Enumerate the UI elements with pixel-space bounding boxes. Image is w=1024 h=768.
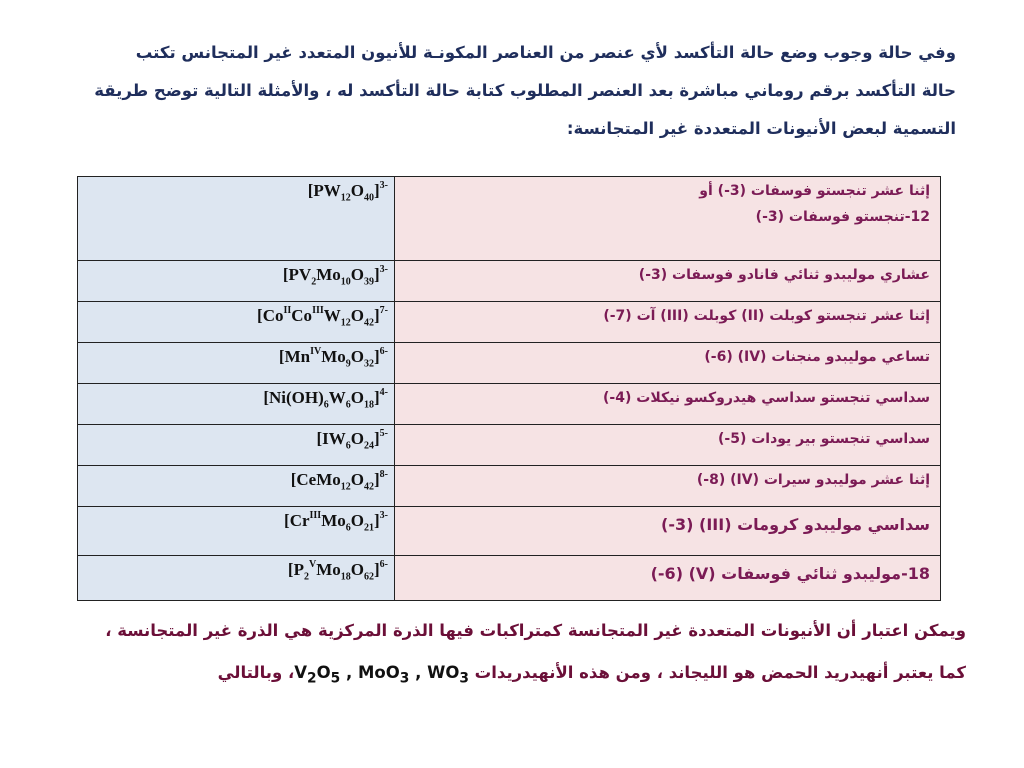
intro-paragraph (66, 34, 956, 148)
formula-subscript: 39 (363, 276, 374, 288)
formula-superscript: 3- (379, 180, 388, 192)
formula-cell (78, 384, 395, 425)
formula-subscript: 2 (307, 670, 317, 687)
name-cell (395, 556, 941, 601)
formula-text: Mo (321, 347, 346, 366)
anion-name: إثنا عشر تنجستو فوسفات (3-) أو (699, 183, 930, 199)
formula-superscript: III (309, 510, 322, 522)
formula-text: W (323, 306, 341, 325)
formula-subscript: 18 (363, 399, 374, 411)
formula-text: ] (373, 181, 380, 200)
formula-text: O (316, 663, 331, 682)
formula-text: [PW (307, 181, 341, 200)
anion-name: سداسي تنجستو بير يودات (5-) (717, 431, 930, 447)
formula-superscript: V (308, 559, 317, 571)
formula-cell (78, 261, 395, 302)
formula-subscript: 24 (363, 440, 374, 452)
formula-text: ] (373, 470, 380, 489)
name-cell (395, 507, 941, 556)
table-row (78, 556, 941, 601)
formula-subscript: 5 (330, 670, 341, 687)
formula-text: ] (373, 306, 380, 325)
formula-text: O (350, 306, 364, 325)
name-cell (395, 302, 941, 343)
formula-cell (78, 425, 395, 466)
formula-text: O (350, 560, 364, 579)
formula-superscript: II (283, 305, 292, 317)
formula-text: , WO (409, 663, 460, 682)
formula-superscript: 3- (379, 510, 388, 522)
oxide-formulas (294, 663, 469, 687)
formula-text: O (350, 470, 364, 489)
table-row (78, 384, 941, 425)
anion-name: سداسي تنجستو سداسي هيدروكسو نيكلات (4-) (603, 390, 930, 406)
formula-text: O (350, 388, 364, 407)
intro-line-1: وفي حالة وجوب وضع حالة التأكسد لأي عنصر من العناصر المكونـة للأنيون المتعدد غير المتجانس تكتب (135, 43, 956, 62)
formula-text: O (350, 429, 364, 448)
formula-text: ] (373, 560, 380, 579)
intro-line-3: التسمية لبعض الأنيونات المتعددة غير المتجانسة: (566, 119, 956, 138)
formula-cell (78, 302, 395, 343)
anion-name: سداسي موليبدو كرومات (III) (3-) (661, 515, 930, 534)
formula-subscript: 6 (345, 522, 351, 534)
formula-subscript: 9 (345, 358, 351, 370)
outro-line-2-end: ، وبالتالي (217, 663, 295, 682)
intro-line-2: حالة التأكسد برقم روماني مباشرة بعد العنصر المطلوب كتابة حالة التأكسد له ، والأمثلة التالية توضح طريقة (94, 81, 956, 100)
formula-subscript: 6 (323, 399, 329, 411)
formula-subscript: 42 (363, 481, 374, 493)
formula-text: [Cr (284, 511, 310, 530)
anion-name: تساعي موليبدو منجنات (IV) (6-) (704, 349, 930, 365)
formula-subscript: 62 (363, 571, 374, 583)
formula-text: O (350, 181, 364, 200)
formula-subscript: 2 (311, 276, 317, 288)
formula-subscript: 32 (363, 358, 374, 370)
formula-text: Mo (321, 511, 346, 530)
formula-superscript: 5- (379, 428, 388, 440)
formula-subscript: 3 (399, 670, 410, 687)
formula-subscript: 3 (459, 670, 469, 687)
formula-superscript: III (312, 305, 324, 317)
formula-subscript: 12 (340, 192, 351, 204)
formula-text: , MoO (340, 663, 400, 682)
formula-subscript: 12 (340, 481, 351, 493)
formula-subscript: 10 (340, 276, 351, 288)
formula-text: Mo (316, 265, 341, 284)
formula-superscript: 3- (379, 264, 388, 276)
formula-text: [P (287, 560, 304, 579)
table-row (78, 302, 941, 343)
formula-text: W (328, 388, 346, 407)
table-row (78, 343, 941, 384)
formula-subscript: 42 (363, 317, 374, 329)
formula-superscript: 8- (379, 469, 388, 481)
formula-text: Co (291, 306, 313, 325)
table-row (78, 261, 941, 302)
formula-cell (78, 507, 395, 556)
formula-text: ] (373, 388, 380, 407)
name-cell (395, 384, 941, 425)
anion-naming-table (77, 176, 941, 601)
formula-text: ] (373, 429, 380, 448)
formula-cell (78, 343, 395, 384)
formula-subscript: 6 (345, 440, 351, 452)
anion-name: عشاري موليبدو ثنائي فانادو فوسفات (3-) (638, 267, 930, 283)
table-row (78, 466, 941, 507)
formula-superscript: 4- (379, 387, 388, 399)
formula-superscript: 6- (379, 559, 388, 571)
name-cell (395, 466, 941, 507)
formula-text: ] (373, 265, 380, 284)
formula-cell (78, 466, 395, 507)
table-row (78, 507, 941, 556)
formula-text: O (350, 347, 364, 366)
anion-name: 18-موليبدو ثنائي فوسفات (V) (6-) (650, 564, 930, 583)
anion-name: إثنا عشر موليبدو سيرات (IV) (8-) (696, 472, 930, 488)
formula-text: [PV (282, 265, 312, 284)
formula-subscript: 2 (303, 571, 309, 583)
closing-paragraph (60, 610, 966, 699)
formula-text: [CeMo (290, 470, 341, 489)
table-row (78, 177, 941, 261)
formula-text: ] (373, 511, 380, 530)
formula-cell (78, 177, 395, 261)
anion-name: إثنا عشر تنجستو كوبلت (II) كوبلت (III) آت (7-) (603, 308, 930, 324)
formula-subscript: 6 (345, 399, 351, 411)
formula-superscript: IV (310, 346, 322, 358)
formula-text: O (350, 265, 364, 284)
formula-text: [Co (257, 306, 284, 325)
name-cell (395, 343, 941, 384)
formula-text: [IW (316, 429, 346, 448)
formula-superscript: 7- (379, 305, 388, 317)
formula-text: ] (373, 347, 380, 366)
formula-subscript: 12 (340, 317, 351, 329)
outro-line-1: ويمكن اعتبار أن الأنيونات المتعددة غير المتجانسة كمتراكبات فيها الذرة المركزية هي الذرة غير المتجانسة ، (105, 621, 966, 640)
name-cell (395, 261, 941, 302)
formula-text: Mo (316, 560, 341, 579)
anion-name-alt: 12-تنجستو فوسفات (3-) (755, 209, 930, 225)
name-cell (395, 177, 941, 261)
formula-text: O (350, 511, 364, 530)
formula-cell (78, 556, 395, 601)
formula-superscript: 6- (379, 346, 388, 358)
formula-subscript: 18 (340, 571, 351, 583)
name-cell (395, 425, 941, 466)
formula-subscript: 21 (363, 522, 374, 534)
formula-subscript: 40 (363, 192, 374, 204)
formula-text: V (294, 663, 308, 682)
formula-text: [Ni(OH) (263, 388, 324, 407)
table-row (78, 425, 941, 466)
formula-text: [Mn (278, 347, 311, 366)
outro-line-2-start: كما يعتبر أنهيدريد الحمض هو الليجاند ، ومن هذه الأنهيدريدات (474, 663, 966, 682)
